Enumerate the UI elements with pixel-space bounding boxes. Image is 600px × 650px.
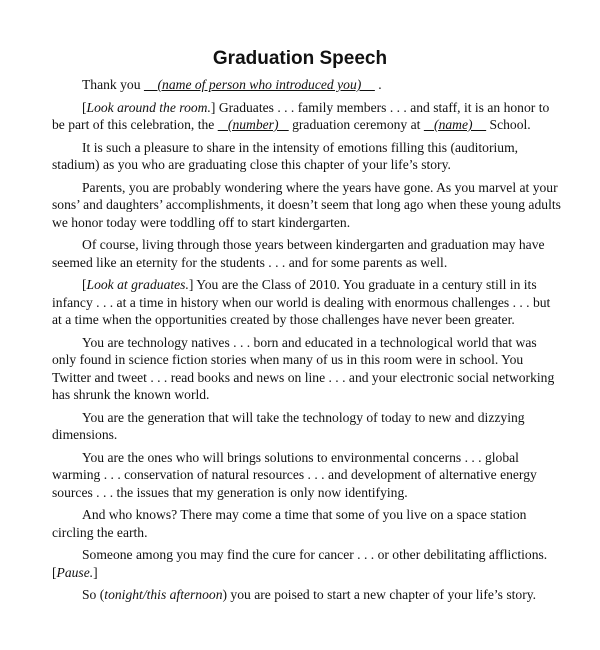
speech-text: ) you are poised to start a new chapter of your life’s story. xyxy=(222,587,537,602)
speech-paragraph xyxy=(52,76,562,94)
speech-paragraph xyxy=(52,236,562,271)
speech-text: Someone among you may find the cure for cancer . . . or other debilitating afflictions. [ xyxy=(52,547,548,580)
stage-direction: tonight/this afternoon xyxy=(104,587,223,602)
speech-text: Thank you xyxy=(82,77,144,92)
fill-in-blank: (name of person who introduced you) xyxy=(143,77,375,92)
document-title: Graduation Speech xyxy=(212,48,388,69)
speech-paragraph xyxy=(52,139,562,174)
fill-in-blank: (name) xyxy=(423,117,487,132)
speech-text: You are the ones who will brings solutions to environmental concerns . . . global warming . . . conservation of natural resources . . . and development of alternative energy sources . . . the issues that my generation is only now identifying. xyxy=(52,449,537,500)
speech-body xyxy=(52,76,562,609)
speech-text: . xyxy=(374,77,382,92)
speech-text: Parents, you are probably wondering where the years have gone. As you marvel at your sons’ and daughters’ accomplishments, it doesn’t seem that long ago when these young adults we honor today were toddling off to start kindergarten. xyxy=(52,179,561,230)
stage-direction: Look around the room. xyxy=(86,99,211,115)
speech-paragraph xyxy=(52,449,562,502)
speech-text: Of course, living through those years between kindergarten and graduation may have seemed like an eternity for the students . . . and for some parents as well. xyxy=(52,237,545,270)
speech-text: ] Graduates . . . family members . . . and staff, it is an honor to be part of this celebration, the xyxy=(52,99,550,132)
speech-paragraph xyxy=(52,179,562,232)
fill-in-blank: (number) xyxy=(217,117,289,132)
speech-text: And who knows? There may come a time that some of you live on a space station circling the earth. xyxy=(52,507,527,540)
speech-text: [ xyxy=(82,99,87,115)
speech-paragraph xyxy=(52,586,562,604)
speech-paragraph xyxy=(52,546,562,581)
speech-paragraph xyxy=(52,276,562,329)
speech-text: So ( xyxy=(82,587,105,602)
speech-paragraph xyxy=(52,334,562,404)
speech-paragraph xyxy=(52,409,562,444)
speech-paragraph xyxy=(52,506,562,541)
speech-text: ] xyxy=(93,564,98,580)
speech-text: ] You are the Class of 2010. You graduate in a century still in its infancy . . . at a time in history when our world is dealing with enormous challenges . . . but at a time when the opportunities created by those challenges have never been greater. xyxy=(52,277,551,327)
speech-text: It is such a pleasure to share in the intensity of emotions filling this (auditorium, stadium) as you who are graduating close this chapter of your life’s story. xyxy=(52,139,519,172)
speech-text: You are technology natives . . . born and educated in a technological world that was only found in science fiction stories when many of us in this room were in school. You Twitter and tweet . . . read books and news on line . . . and your electronic social networking has shrunk the known world. xyxy=(52,334,555,402)
speech-paragraph xyxy=(52,99,562,134)
speech-text: [ xyxy=(82,277,87,292)
speech-text: graduation ceremony at xyxy=(288,117,424,132)
speech-text: You are the generation that will take the technology of today to new and dizzying dimensions. xyxy=(52,409,525,442)
stage-direction: Look at graduates. xyxy=(86,277,189,292)
stage-direction: Pause. xyxy=(56,564,94,580)
speech-text: School. xyxy=(486,117,531,132)
